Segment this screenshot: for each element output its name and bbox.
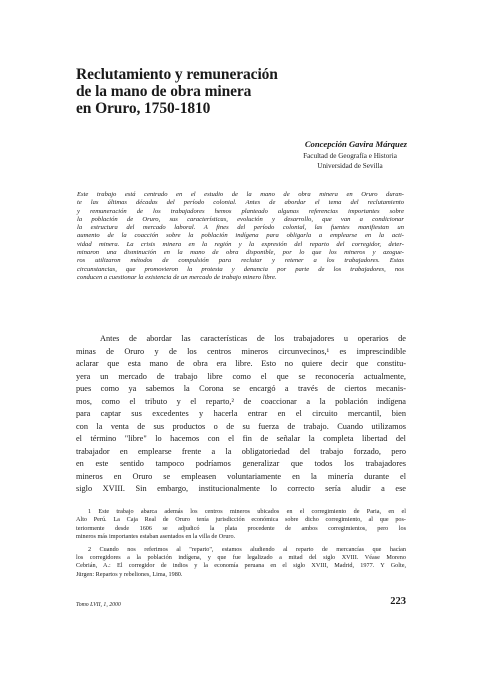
abstract-line: circunstancias, que promovieron la protesta y denuncia por parte de los trabajadores, nos [77, 265, 404, 273]
footnote-line: 2 Cuando nos referimos al "reparto", estamos aludiendo al reparto de mercancías que hacían [88, 545, 406, 553]
footnote-line: los corregidores a la población indígena, y que fue legalizado a mitad del siglo XVIII. Véase Moreno [76, 554, 406, 562]
footnote-line: teriormente desde 1606 se adjudicó la plata procedente de ambos corregimientos, pero los [76, 524, 406, 532]
title-line: Reclutamiento y remuneración [76, 66, 278, 83]
body-line: trabajador en emplearse frente a la obligatoriedad del trabajo forzado, pero [76, 446, 406, 456]
body-line: aclarar que esta mano de obra era libre. Esto no quiere decir que constitu- [76, 359, 406, 368]
footnote-line: Cebrián, A.: El corregidor de indios y la economía peruana en el siglo XVIII, Madrid, 1977. Y Golte, [76, 562, 406, 570]
author-affiliation [290, 152, 410, 171]
body-line: yera un mercado de trabajo libre como el que se reconocería actualmente, [76, 371, 406, 381]
abstract [77, 191, 404, 282]
footnote-line: mineros más importantes estaban asentados en la villa de Oruro. [76, 533, 236, 541]
body-line: minas de Oruro y de los centros mineros circunvecinos,¹ es imprescindible [76, 346, 406, 356]
abstract-line: Este trabajo está centrado en el estudio de la mano de obra minera en Oruro duran- [77, 191, 404, 198]
body-line: para captar sus excedentes y hacerla entrar en el circuito mercantil, bien [76, 409, 406, 418]
running-foot: Tomo LVII, 1, 2000 [76, 602, 121, 608]
abstract-line: la población de Oruro, sus características, evolución y desarrollo, que van a condicionar [77, 215, 404, 223]
footnotes [76, 508, 406, 583]
author-name: Concepción Gavira Márquez [304, 139, 407, 149]
title-line: de la mano de obra minera [76, 83, 252, 100]
body-line: con la venta de sus productos o de su fuerza de trabajo. Cuando utilizamos [76, 421, 406, 431]
abstract-line: y remuneración de los trabajadores hemos planteado algunas referencias importantes sobre [77, 207, 404, 215]
abstract-line: vidad minera. La crisis minera en la región y la expresión del reparto del corregidor, deter- [77, 240, 404, 248]
abstract-line: aumento de la coacción sobre la población indígena para obligarla a emplearse en la acti- [77, 232, 404, 240]
footnote-2 [76, 546, 406, 580]
body-line: mos, como el tributo y el reparto,² de coaccionar a la población indígena [76, 396, 406, 406]
body-text [76, 333, 406, 496]
footnote-line: Jürgen: Repartos y rebeliones, Lima, 1980. [76, 570, 183, 578]
footnote-line: 1 Este trabajo abarca además los centros mineros ubicados en el corregimiento de Paria, en el [88, 508, 406, 515]
abstract-line: conducen a cuestionar la existencia de un mercado de trabajo minero libre. [77, 273, 277, 281]
abstract-line: te las últimas décadas del período colonial. Antes de abordar el tema del reclutamiento [77, 199, 404, 207]
abstract-line: ros utilizaron métodos de compulsión para reclutar y retener a los trabajadores. Estas [77, 257, 404, 265]
footnote-line: Alto Perú. La Caja Real de Oruro tenía jurisdicción económica sobre dicho corregimiento, al que pos- [76, 516, 406, 524]
body-line: siglo XVIII. Sin embargo, institucionalmente lo correcto sería aludir a ese [76, 484, 406, 493]
affiliation-line: Universidad de Sevilla [317, 161, 383, 170]
article-title [76, 66, 396, 117]
abstract-line: minaron una disminución en la mano de obra disponible, por lo que los mineros y azogue- [77, 249, 404, 257]
body-line: Antes de abordar las características de los trabajadores u operarios de [100, 334, 406, 343]
body-line: mineros en Oruro se empleasen voluntariamente en la minería durante el [76, 471, 406, 481]
abstract-line: la estructura del mercado laboral. A fines del período colonial, las fuentes manifiestan un [77, 224, 404, 232]
title-line: en Oruro, 1750-1810 [76, 100, 211, 117]
body-line: en este sentido tampoco podríamos generalizar que todos los trabajadores [76, 459, 406, 468]
body-line: pues como ya sabemos la Corona se encargó a través de ciertos mecanis- [76, 384, 406, 393]
footnote-1 [76, 508, 406, 542]
affiliation-line: Facultad de Geografía e Historia [303, 152, 397, 160]
body-line: el término "libre" lo hacemos con el fin de señalar la completa libertad del [76, 434, 406, 443]
page-number: 223 [390, 596, 406, 607]
